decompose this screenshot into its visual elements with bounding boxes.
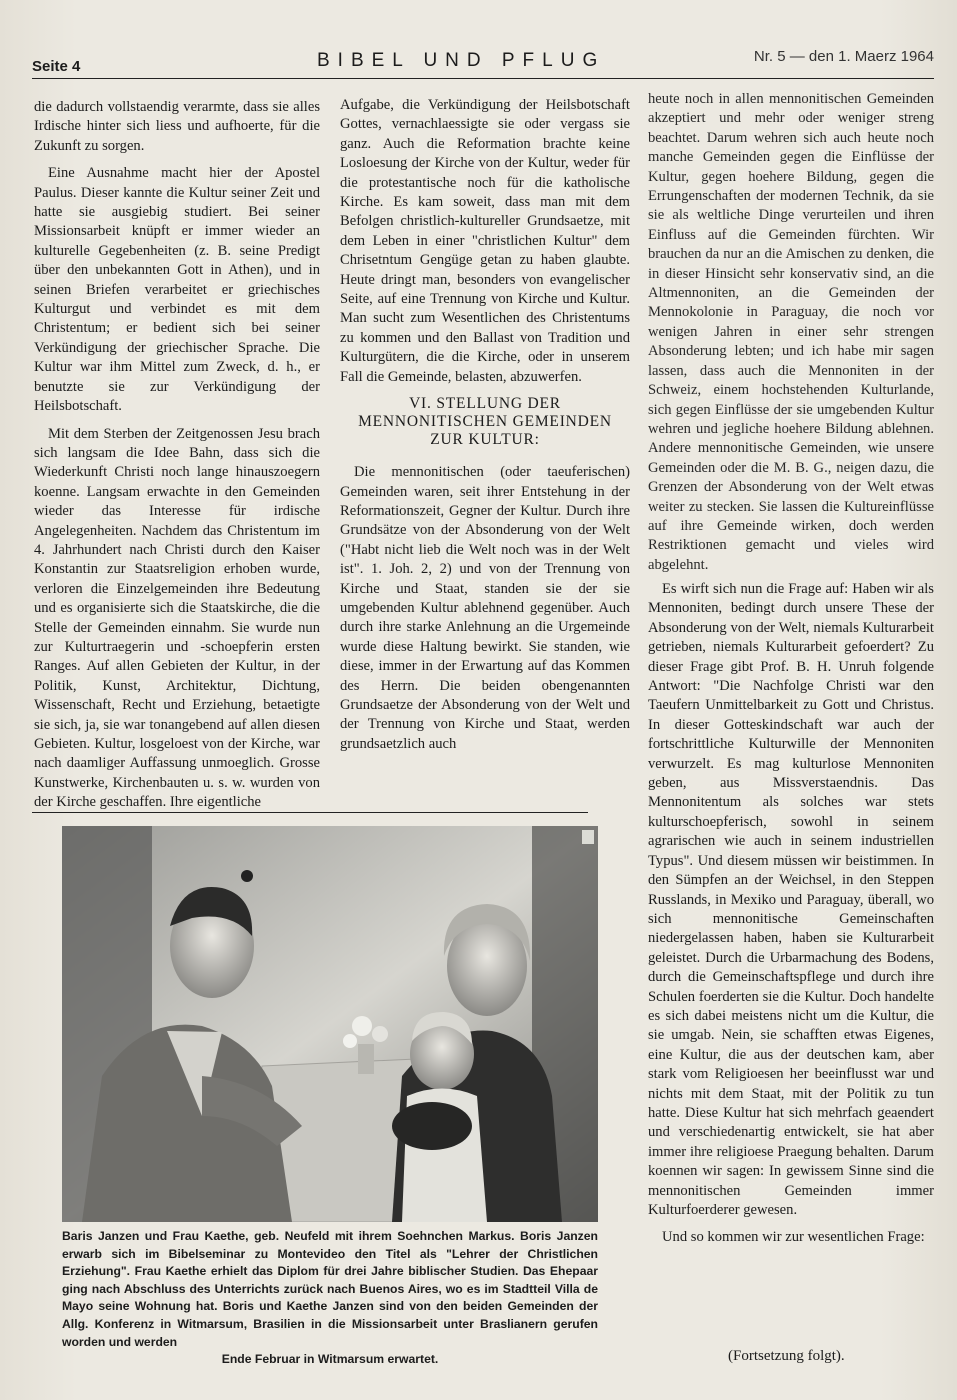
photo-top-rule — [32, 812, 588, 813]
paragraph: Mit dem Sterben der Zeitgenossen Jesu brach sich langsam die Idee Bahn, dass sich die Wiederkunft Christi noch lange hinauszoegern koenne. Langsam erwachte in den Gemeinden wieder das Interesse für irdische Angelegenheiten. Nachdem das Christentum im 4. Jahrhundert nach Christi durch den Kaiser Konstantin zur Staatsreligion erhoben wurde, verloren die Einzelgemeinden ihre Bedeutung und es organisierte sich die Staatskirche, die die Stelle der Gemeinden einnahm. Sie wurde nun zur Kulturtraegerin und -schoepferin ersten Ranges. Auf allen Gebieten der Kultur, in der Politik, Kunst, Architektur, Dichtung, Wissenschaft, Recht und Erziehung, betaetigte sie sich, ja, sie war tonangebend auf allen diesen Gebieten. Kultur, losgeloest von der Kirche, war nach daamliger Auffassung unmoeglich. Grosse Kunstwerke, Kirchenbauten u. s. w. wurden von der Kirche geschaffen. Ihre eigentliche — [34, 425, 320, 811]
family-photo — [62, 826, 598, 1222]
paragraph: Es wirft sich nun die Frage auf: Haben wir als Mennoniten, bedingt durch unsere These der Absonderung von der Welt, niemals Kulturarbeit getrieben, niemals Kulturarbeit gefoerdert? Zu dieser Frage gibt Prof. B. H. Unruh folgende Antwort: "Die Nachfolge Christi war den Taeufern Unmittelbarkeit zu Gott und Christus. In dieser Gotteskindschaft war auch der fortschrittliche Kulturwille der Mennoniten verwurzelt. Es mag kulturlose Mennoniten geben, aus Missverstaendnis. Das Mennonitentum als solches war stets kulturschoepferisch, sowohl in seinem agrarischen wie auch in seinem industriellen Typus". Und diesem müssen wir beistimmen. In den Sümpfen an der Weichsel, in den Steppen Russlands, in Mexiko und Paraguay, überall, wo sich mennonitische Gemeinschaften niedergelassen haben, haben sie Kulturarbeit geleistet. Durch die Urbarmachung des Bodens, durch die Gemeinschaftspflege und durch ihre Schulen foerderten sie die Kultur. Doch handelte es sich dabei meistens nicht um die Kultur, die sie umgab. Nein, sie schafften etwas Eigenes, eine Kultur, die aus der deutschen kam, aber stark vom Religioesen her beeinflusst war und nichts mit dem Staat, mit der Politik zu tun hatte. Diese Kultur hat sich mehrfach geaendert und verschiedenartig entwickelt, sie hat aber immer ihre religioese Praegung behalten. Darum koennen wir sagen: In gewissem Sinne sind die mennonitischen Gemeinden immer Kulturfoerderer gewesen. — [648, 581, 934, 1218]
paragraph: Eine Ausnahme macht hier der Apostel Paulus. Dieser kannte die Kultur seiner Zeit und hatte sie ausgiebig studiert. Bei seiner Missionsarbeit knüpft er immer wieder an kulturelle Gegebenheiten (z. B. seine Predigt über den unbekannten Gott in Athen), und in seinen Briefen verarbeitet er griechisches Kulturgut und verbindet es mit dem Christentum; er bedient sich bei seiner Verkündigung der griechischer Sprache. Die Kultur war ihm Mittel zum Zweck, d. h., er benutzte sie zur Verkündigung der Heilsbotschaft. — [34, 165, 320, 415]
page-number: Seite 4 — [32, 58, 81, 75]
column-2 — [340, 96, 630, 762]
continued-note: (Fortsetzung folgt). — [728, 1348, 845, 1364]
paragraph: die dadurch vollstaendig verarmte, dass sie alles Irdische hinter sich liess und aufhoerte, für die Zukunft zu sorgen. — [34, 99, 320, 154]
column-3-continued — [648, 580, 934, 1256]
photo-caption — [62, 1228, 598, 1369]
paragraph: heute noch in allen mennonitischen Gemeinden akzeptiert und mehr oder weniger streng beachtet. Darum wehren sich auch heute noch manche Gemeinden gegen die Einflüsse der Kultur, gegen hoehere Bildung, gegen die Errungenschaften der modernen Technik, da sie sie als weltliche Dinge verurteilen und ihren Einfluss auf die Gemeinden fürchten. Wir brauchen da nur an die Amischen zu denken, die in dieser Hinsicht sehr konservativ sind, an die Altmennoniten, an die Gemeinden der Mennokolonie in Paraguay, die noch vor wenigen Jahren in einer sehr strengen Absonderung lebten; und ich habe mir sagen lassen, dass auch die Mennoniten in der Schweiz, einem hochstehenden Kulturlande, sich gegen Einflüsse der sie umgebenden Kultur wehren und jegliche hoehere Bildung ablehnen. Andere mennonitische Gemeinden, wie unsere Gemeinden oder die M. B. G., neigen dazu, die Grenzen der Absonderung von der Welt etwas weiter zu stecken. Sie lassen die Kultureinflüsse auf ihre Gemeinde wirken, doch werden Restriktionen gemacht und vieles wird abgelehnt. — [648, 91, 934, 573]
header-rule — [32, 78, 934, 79]
section-heading: VI. STELLUNG DER MENNONITISCHEN GEMEINDEN ZUR KULTUR: — [358, 395, 612, 449]
paragraph: Und so kommen wir zur wesentlichen Frage: — [662, 1229, 925, 1246]
caption-last-line: Ende Februar in Witmarsum erwartet. — [221, 1352, 439, 1367]
caption-text: Baris Janzen und Frau Kaethe, geb. Neufeld mit ihrem Soehnchen Markus. Boris Janzen erwarb sich im Bibelseminar zu Montevideo den Titel als "Lehrer der Christlichen Erziehung". Frau Kaethe erhielt das Diplom für drei Jahre biblischer Studien. Das Ehepaar ging nach Abschluss des Unterrichts zurück nach Buenos Aires, wo es im Stadtteil Villa de Mayo seine Wohnung hat. Boris und Kaethe Janzen sind von den beiden Gemeinden der Allg. Konferenz in Witmarsum, Brasilien in die Missionsarbeit unter Braslianern gerufen worden und werden — [62, 1229, 598, 1349]
column-3 — [648, 90, 934, 583]
photo-illustration — [62, 826, 598, 1222]
issue-date: Nr. 5 — den 1. Maerz 1964 — [753, 48, 934, 65]
column-1 — [34, 98, 320, 821]
paragraph: Aufgabe, die Verkündigung der Heilsbotschaft Gottes, vernachlaessigte sie oder vergass sie ganz. Auch die Reformation brachte keine Losloesung der Kirche von der Kultur, weder für die protestantische noch für die katholische Kirche. Es kam soweit, dass man mit dem Befolgen christlich-kultureller Grundsaetze, mit dem Leben in einer "christlichen Kultur" dem Chrisetntum Gengüge getan zu haben glaubte. Heute dringt man, besonders von evangelischer Seite, auf eine Trennung von Kirche und Kultur. Man sucht zum Wesentlichen des Christentums zu kommen und den Ballast von Tradition und Kulturgütern, die die Kirche, oder in unserem Fall die Gemeinde, belasten, abzuwerfen. — [340, 97, 630, 385]
paragraph: Die mennonitischen (oder taeuferischen) Gemeinden waren, seit ihrer Entstehung in der Reformationszeit, Gegner der Kultur. Durch ihre Grundsätze von der Absonderung von der Welt ("Habt nicht lieb die Welt noch was in der Welt ist". 1. Joh. 2, 2) und von der Trennung von Kirche und Staat, standen sie der sie umgebenden Kultur ablehnend gegenüber. Auch durch ihre starke Anlehnung an die Urgemeinde wurde diese Haltung bewirkt. Sie standen, wie diese, immer in der Erwartung auf das Kommen des Herrn. Die beiden obengenannten Grundsaetze der Absonderung von der Welt und der Trennung von Kirche und Staat, werden grundsaetzlich auch — [340, 464, 630, 752]
masthead-title: BIBEL UND PFLUG — [317, 50, 606, 71]
page-header — [32, 48, 934, 76]
